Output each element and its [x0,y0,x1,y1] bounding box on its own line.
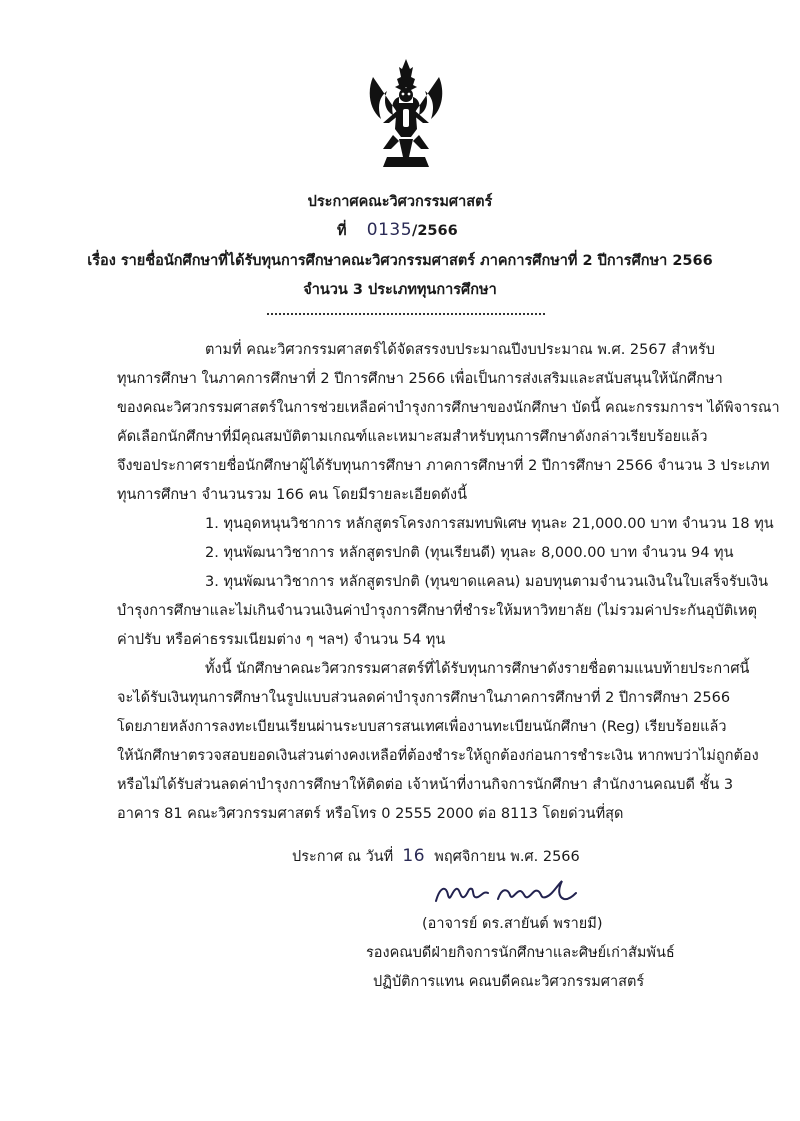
scholarship-item: บำรุงการศึกษาและไม่เกินจำนวนเงินค่าบำรุงการศึกษาที่ชำระให้มหาวิทยาลัย (ไม่รวมค่าประกันอุบัติเหตุ [117,603,758,619]
scholarship-item: 1. ทุนอุดหนุนวิชาการ หลักสูตรโครงการสมทบพิเศษ ทุนละ 21,000.00 บาท จำนวน 18 ทุน [205,516,774,532]
para1-line: คัดเลือกนักศึกษาที่มีคุณสมบัติตามเกณฑ์และเหมาะสมสำหรับทุนการศึกษาดังกล่าวเรียบร้อยแล้ว [117,429,708,445]
announcement-title: ประกาศคณะวิศวกรรมศาสตร์ [307,194,493,210]
handwritten-signature-icon [432,877,580,911]
signatory-acting: ปฏิบัติการแทน คณบดีคณะวิศวกรรมศาสตร์ [373,974,645,990]
announcement-date [292,847,580,866]
subject-line-2: จำนวน 3 ประเภททุนการศึกษา [303,282,497,298]
date-suffix: พฤศจิกายน พ.ศ. 2566 [434,849,580,865]
para1-line: ตามที่ คณะวิศวกรรมศาสตร์ได้จัดสรรงบประมาณปีงบประมาณ พ.ศ. 2567 สำหรับ [205,342,715,358]
signatory-position: รองคณบดีฝ่ายกิจการนักศึกษาและศิษย์เก่าสัมพันธ์ [366,945,675,961]
para2-line: โดยภายหลังการลงทะเบียนเรียนผ่านระบบสารสนเทศเพื่องานทะเบียนนักศึกษา (Reg) เรียบร้อยแล้ว [117,719,727,735]
para1-line: จึงขอประกาศรายชื่อนักศึกษาผู้ได้รับทุนการศึกษา ภาคการศึกษาที่ 2 ปีการศึกษา 2566 จำนวน 3 ประเภท [117,458,770,474]
number-suffix: /2566 [412,223,458,239]
handwritten-day: 16 [402,846,426,866]
handwritten-number: 0135 [366,220,413,240]
para2-line: ให้นักศึกษาตรวจสอบยอดเงินส่วนต่างคงเหลือที่ต้องชำระให้ถูกต้องก่อนการชำระเงิน หากพบว่าไม่ถูกต้อง [117,748,759,764]
para1-line: ทุนการศึกษา จำนวนรวม 166 คน โดยมีรายละเอียดดังนี้ [117,487,468,503]
subject-line-1: เรื่อง รายชื่อนักศึกษาที่ได้รับทุนการศึกษาคณะวิศวกรรมศาสตร์ ภาคการศึกษาที่ 2 ปีการศึกษา 2566 [87,253,713,269]
number-label: ที่ [337,223,347,239]
para2-line: จะได้รับเงินทุนการศึกษาในรูปแบบส่วนลดค่าบำรุงการศึกษาในภาคการศึกษาที่ 2 ปีการศึกษา 2566 [117,690,731,706]
para2-line: หรือไม่ได้รับส่วนลดค่าบำรุงการศึกษาให้ติดต่อ เจ้าหน้าที่งานกิจการนักศึกษา สำนักงานคณบดี ชั้น 3 [117,777,734,793]
para2-line: อาคาร 81 คณะวิศวกรรมศาสตร์ หรือโทร 0 2555 2000 ต่อ 8113 โดยด่วนที่สุด [117,806,624,822]
signatory-name: (อาจารย์ ดร.สายันต์ พรายมี) [422,916,603,932]
para1-line: ทุนการศึกษา ในภาคการศึกษาที่ 2 ปีการศึกษา 2566 เพื่อเป็นการส่งเสริมและสนับสนุนให้นักศึกษา [117,371,723,387]
scholarship-item: 2. ทุนพัฒนาวิชาการ หลักสูตรปกติ (ทุนเรียนดี) ทุนละ 8,000.00 บาท จำนวน 94 ทุน [205,545,734,561]
date-prefix: ประกาศ ณ วันที่ [292,849,394,865]
garuda-emblem-icon [363,57,449,169]
dotted-divider [267,313,545,315]
scholarship-item: ค่าปรับ หรือค่าธรรมเนียมต่าง ๆ ฯลฯ) จำนวน 54 ทุน [117,632,446,648]
number-line [337,221,458,240]
para2-line: ทั้งนี้ นักศึกษาคณะวิศวกรรมศาสตร์ที่ได้รับทุนการศึกษาดังรายชื่อตามแนบท้ายประกาศนี้ [205,661,750,677]
scholarship-item: 3. ทุนพัฒนาวิชาการ หลักสูตรปกติ (ทุนขาดแคลน) มอบทุนตามจำนวนเงินในใบเสร็จรับเงิน [205,574,768,590]
para1-line: ของคณะวิศวกรรมศาสตร์ในการช่วยเหลือค่าบำรุงการศึกษาของนักศึกษา บัดนี้ คณะกรรมการฯ ได้พิจารณา [117,400,780,416]
